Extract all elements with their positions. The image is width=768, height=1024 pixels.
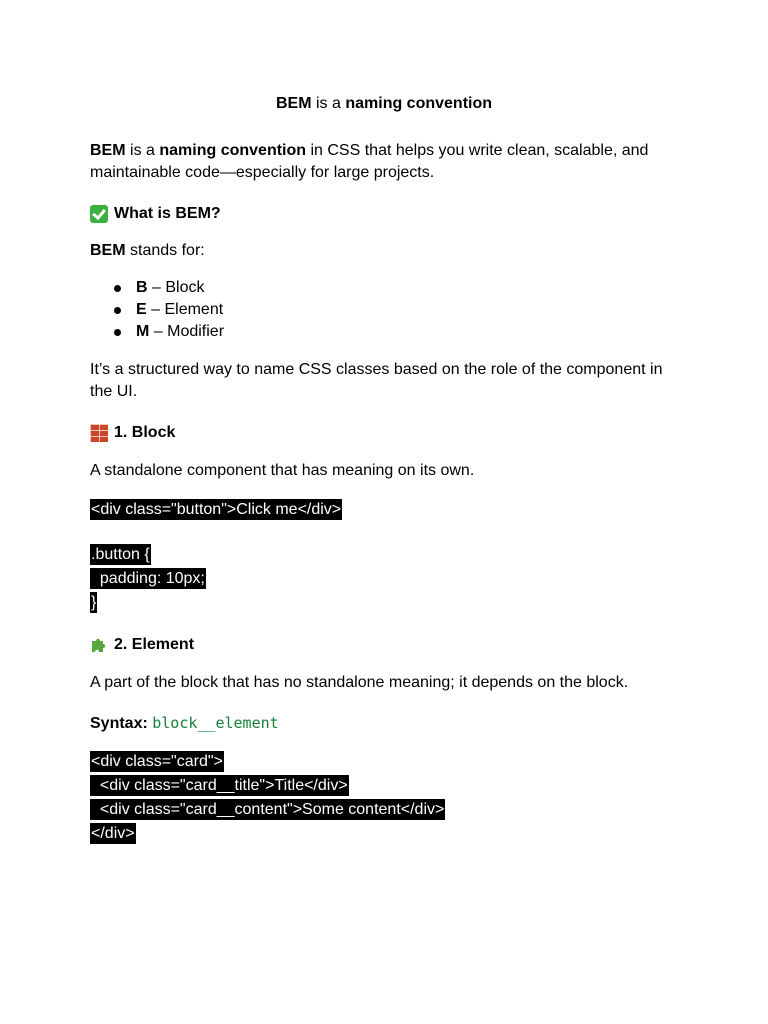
code-line: <div class="card"> xyxy=(91,753,223,770)
block-html-code xyxy=(90,498,342,522)
code-line: <div class="card__content">Some content</div> xyxy=(91,801,445,818)
block-heading: 1. Block xyxy=(90,422,175,444)
bem-letters-list xyxy=(90,277,224,343)
list-item: E – Element xyxy=(90,299,224,321)
syntax-code: block__element xyxy=(152,714,279,732)
code-line: padding: 10px; xyxy=(91,570,205,587)
puzzle-piece-icon xyxy=(90,636,108,654)
element-description: A part of the block that has no standalone meaning; it depends on the block. xyxy=(90,674,629,691)
structured-paragraph: It’s a structured way to name CSS classes based on the role of the component in the UI. xyxy=(90,361,663,400)
code-line: <div class="card__title">Title</div> xyxy=(91,777,348,794)
what-is-bem-heading: What is BEM? xyxy=(90,203,221,225)
intro-paragraph: BEM is a naming convention in CSS that helps you write clean, scalable, and maintainable code—especially for large projects. xyxy=(90,142,649,181)
code-line: } xyxy=(91,594,97,611)
stands-for-text: BEM stands for: xyxy=(90,242,205,259)
code-line: </div> xyxy=(91,825,135,842)
list-item: B – Block xyxy=(90,277,224,299)
block-description: A standalone component that has meaning on its own. xyxy=(90,462,475,479)
element-heading: 2. Element xyxy=(90,634,194,656)
block-css-code xyxy=(90,543,206,615)
syntax-line: Syntax: block__element xyxy=(90,714,279,732)
element-html-code xyxy=(90,750,445,846)
code-line: .button { xyxy=(91,546,150,563)
code-line: <div class="button">Click me</div> xyxy=(91,501,342,518)
check-mark-button-icon xyxy=(90,205,108,223)
brick-icon xyxy=(90,424,108,442)
list-item: M – Modifier xyxy=(90,321,224,343)
page-title: BEM is a naming convention xyxy=(275,95,493,112)
